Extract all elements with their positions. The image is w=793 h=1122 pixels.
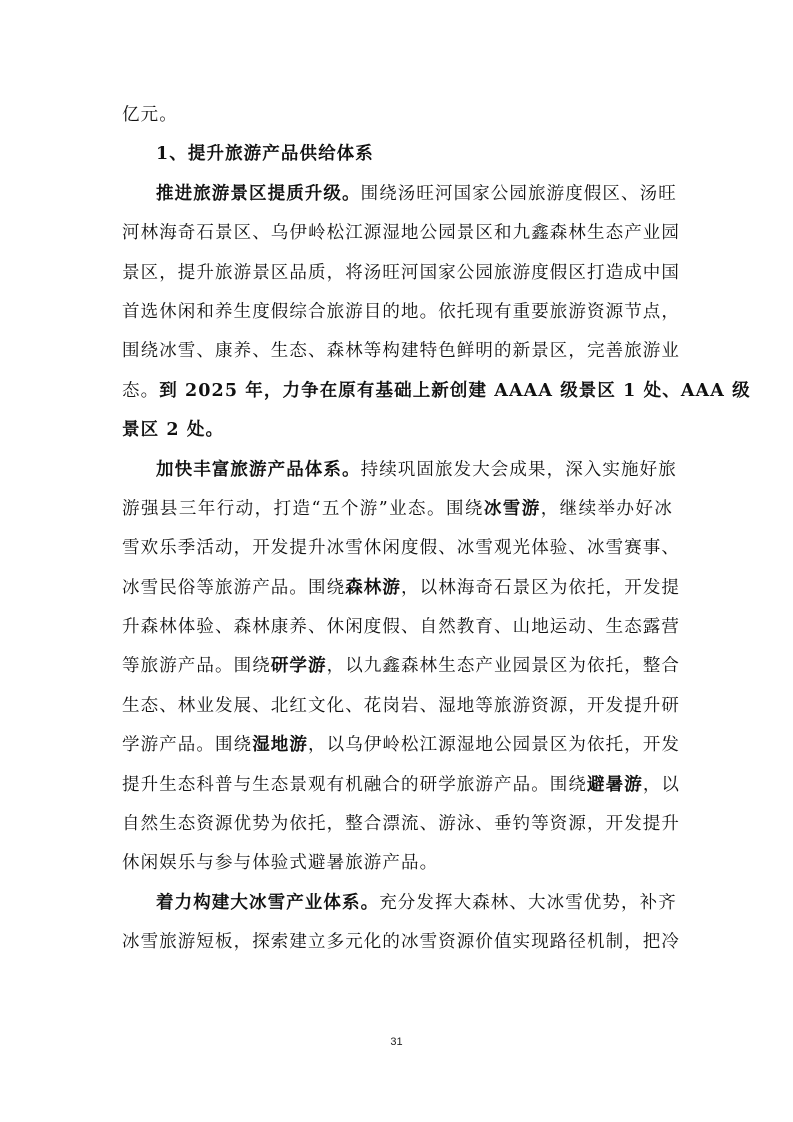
text-line xyxy=(122,529,680,568)
text-line xyxy=(122,766,681,805)
bold-text: 到 2025 年，力争在原有基础上新创建 AAAA 级景区 1 处、AAA 级 xyxy=(159,380,751,401)
bold-text: 研学游 xyxy=(270,656,327,677)
bold-text: 推进旅游景区提质升级。 xyxy=(156,183,361,204)
text-run: 升森林体验、森林康养、休闲度假、自然教育、山地运动、生态露营 xyxy=(122,617,680,638)
text-line xyxy=(122,135,673,174)
text-run: 雪欢乐季活动，开发提升冰雪休闲度假、冰雪观光体验、冰雪赛事、 xyxy=(122,538,680,559)
bold-text: 景区 2 处。 xyxy=(122,420,225,441)
text-line xyxy=(122,254,680,293)
text-line xyxy=(122,923,680,962)
text-line xyxy=(122,175,677,214)
text-run: 冰雪民俗等旅游产品。围绕 xyxy=(122,577,346,598)
text-line xyxy=(122,411,673,450)
text-run: 学游产品。围绕 xyxy=(122,735,253,756)
text-run: 生态、林业发展、北红文化、花岗岩、湿地等旅游资源，开发提升研 xyxy=(122,695,680,716)
text-run: 提升生态科普与生态景观有机融合的研学旅游产品。围绕 xyxy=(122,774,587,795)
text-run: 充分发挥大森林、大冰雪优势，补齐 xyxy=(379,892,677,913)
text-run: ，以 xyxy=(642,774,681,795)
text-line xyxy=(122,687,680,726)
text-line xyxy=(122,608,680,647)
text-line xyxy=(122,884,677,923)
text-run: 围绕冰雪、康养、生态、森林等构建特色鲜明的新景区，完善旅游业 xyxy=(122,341,680,362)
bold-text: 冰雪游 xyxy=(483,498,541,519)
text-run: 游强县三年行动，打造“五个游”业态。围绕 xyxy=(122,498,484,519)
bold-text: 着力构建大冰雪产业体系。 xyxy=(156,892,380,913)
body-text xyxy=(122,96,751,963)
bold-text: 避暑游 xyxy=(587,774,643,795)
text-run: 冰雪旅游短板，探索建立多元化的冰雪资源价值实现路径机制，把冷 xyxy=(122,932,680,953)
page-number: 31 xyxy=(390,1036,403,1048)
text-line xyxy=(122,332,680,371)
text-line xyxy=(122,647,681,686)
text-run: 河林海奇石景区、乌伊岭松江源湿地公园景区和九鑫森林生态产业园 xyxy=(122,223,680,244)
text-line xyxy=(122,214,680,253)
text-line xyxy=(122,96,673,135)
text-run: ，以林海奇石景区为依托，开发提 xyxy=(401,577,681,598)
bold-text: 森林游 xyxy=(345,577,402,598)
bold-text: 湿地游 xyxy=(252,735,309,756)
text-run: 态。 xyxy=(122,380,160,401)
bold-text: 1、提升旅游产品供给体系 xyxy=(156,144,374,165)
text-run: 亿元。 xyxy=(122,105,178,125)
text-line xyxy=(122,372,751,411)
text-line xyxy=(122,451,677,490)
text-line xyxy=(122,805,680,844)
text-line xyxy=(122,844,673,883)
text-run: 自然生态资源优势为依托，整合漂流、游泳、垂钓等资源，开发提升 xyxy=(122,814,680,835)
text-run: ，以乌伊岭松江源湿地公园景区为依托，开发 xyxy=(308,735,681,756)
bold-text: 加快丰富旅游产品体系。 xyxy=(156,459,361,480)
text-run: 持续巩固旅发大会成果，深入实施好旅 xyxy=(360,459,677,480)
text-line xyxy=(122,569,681,608)
text-run: 首选休闲和养生度假综合旅游目的地。依托现有重要旅游资源节点， xyxy=(122,301,680,322)
text-run: ，继续举办好冰 xyxy=(540,498,673,519)
text-run: 围绕汤旺河国家公园旅游度假区、汤旺 xyxy=(360,183,677,204)
text-run: ，以九鑫森林生态产业园景区为依托，整合 xyxy=(326,656,681,677)
text-line xyxy=(122,726,681,765)
text-line xyxy=(122,293,680,332)
text-line xyxy=(122,490,673,529)
text-run: 等旅游产品。围绕 xyxy=(122,656,271,677)
text-run: 休闲娱乐与参与体验式避暑旅游产品。 xyxy=(122,853,439,874)
text-run: 景区，提升旅游景区品质，将汤旺河国家公园旅游度假区打造成中国 xyxy=(122,262,680,283)
